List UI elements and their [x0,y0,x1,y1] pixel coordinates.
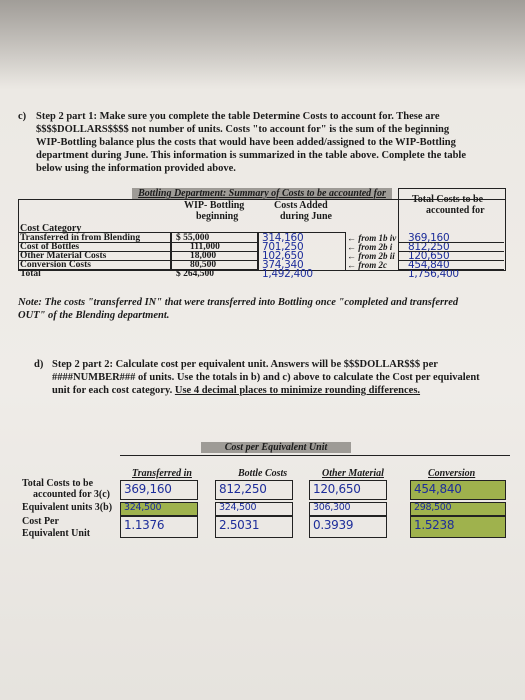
label-equiv-units: Equivalent units 3(b) [22,502,113,513]
part-d-paragraph [34,358,512,397]
equiv-units-cell-value: 298,500 [414,502,452,513]
equiv-units-cell-value: 324,500 [124,502,162,513]
label-cost-per-1: Cost Per [22,516,59,527]
total-cost-cell-value: 369,160 [124,482,172,496]
header-added-1: Costs Added [274,200,328,211]
header-conversion: Conversion [428,468,476,479]
header-total-1: Total Costs to be [412,194,484,205]
row-divider [18,242,257,243]
row-divider [18,251,257,252]
total-cost-cell-value: 120,650 [313,482,361,496]
part-c-line-1: Step 2 part 1: Make sure you complete the table Determine Costs to account for. These are [36,111,440,122]
row-added-handwritten: 314,160 [262,232,304,244]
part-c-line-5: below using the information provided above. [36,163,236,174]
label-total-costs-2: accounted for 3(c) [33,489,111,500]
cost-per-unit-cell-value: 0.3939 [313,518,354,532]
row-category: Conversion Costs [20,260,91,270]
row-total-handwritten: 369,160 [408,232,450,244]
row-divider [398,269,504,270]
header-added-2: during June [280,211,332,222]
header-other-material: Other Material [322,468,384,479]
row-beginning: $ 264,500 [176,269,214,279]
row-divider [398,260,504,261]
row-divider [18,260,257,261]
row-source-ref: ← from 1b iv [347,233,397,243]
costs-table [18,188,506,278]
row-source-ref: ← from 2b i [347,242,393,252]
part-d-underlined-text: Use 4 decimal places to minimize rounding differences. [174,385,421,396]
part-c-paragraph [18,110,506,175]
row-divider [18,269,257,270]
cost-per-unit-title: Cost per Equivalent Unit [201,442,351,453]
part-d-line-3-text: unit for each cost category. [52,385,173,396]
row-added-handwritten: 374,340 [262,259,304,271]
part-d-line-1: Step 2 part 2: Calculate cost per equivalent unit. Answers will be $$$DOLLAR$$$ per [52,359,438,370]
equiv-units-cell-value: 324,500 [219,502,257,513]
note-line-2: OUT" of the Blending department. [18,310,170,321]
row-beginning: 111,000 [190,242,220,252]
label-total-costs-1: Total Costs to be [22,478,94,489]
part-c-line-4: department during June. This information is summarized in the table above. Complete the table [36,150,467,161]
row-total-handwritten: 812,250 [408,241,450,253]
part-c-label: c) [18,111,27,122]
row-beginning: $ 55,000 [176,233,210,243]
header-beginning-1: WIP- Bottling [184,200,245,211]
row-source-ref: ← from 2b ii [347,251,395,261]
row-total-handwritten: 1,756,400 [408,268,459,280]
row-divider [398,251,504,252]
part-d-line-2: ####NUMBER### of units. Use the totals in b) and c) above to calculate the Cost per equivalent [52,372,480,383]
top-shadow [0,0,525,90]
cost-per-unit-cell-value: 1.5238 [414,518,455,532]
title-underline [120,455,510,456]
costs-table-title: Bottling Department: Summary of Costs to be accounted for [132,188,392,199]
row-category: Total [20,269,41,279]
row-beginning: 80,500 [190,260,217,270]
header-total-2: accounted for [426,205,485,216]
row-category: Transferred in from Blending [20,233,141,243]
row-total-handwritten: 120,650 [408,250,450,262]
cost-per-unit-cell-value: 2.5031 [219,518,260,532]
header-transferred-in: Transferred in [132,468,192,479]
note [18,296,508,322]
cost-per-unit-cell-value: 1.1376 [124,518,165,532]
part-d-label: d) [34,359,44,370]
part-d-line-3 [52,384,512,397]
row-added-handwritten: 102,650 [262,250,304,262]
row-total-handwritten: 454,840 [408,259,450,271]
total-cost-cell-value: 454,840 [414,482,462,496]
label-cost-per-2: Equivalent Unit [22,528,91,539]
header-beginning-2: beginning [196,211,239,222]
row-category: Other Material Costs [20,251,107,261]
header-category: Cost Category [20,223,82,234]
total-cost-cell-value: 812,250 [219,482,267,496]
equiv-units-cell-value: 306,300 [313,502,351,513]
row-source-ref: ← from 2c [347,260,387,270]
part-c-line-2: $$$$DOLLARS$$$$ not number of units. Costs "to account for" is the sum of the beginning [36,124,450,135]
part-c-line-3: WIP-Bottling balance plus the costs that would have been added/assigned to the WIP-Bottling [36,137,456,148]
row-category: Cost of Bottles [20,242,80,252]
row-divider [398,242,504,243]
header-bottle-costs: Bottle Costs [238,468,288,479]
row-added-handwritten: 1,492,400 [262,268,313,280]
note-line-1: Note: The costs "transferred IN" that were transferred into Bottling once "completed and transferred [18,297,459,308]
row-beginning: 18,000 [190,251,217,261]
row-added-handwritten: 701,250 [262,241,304,253]
